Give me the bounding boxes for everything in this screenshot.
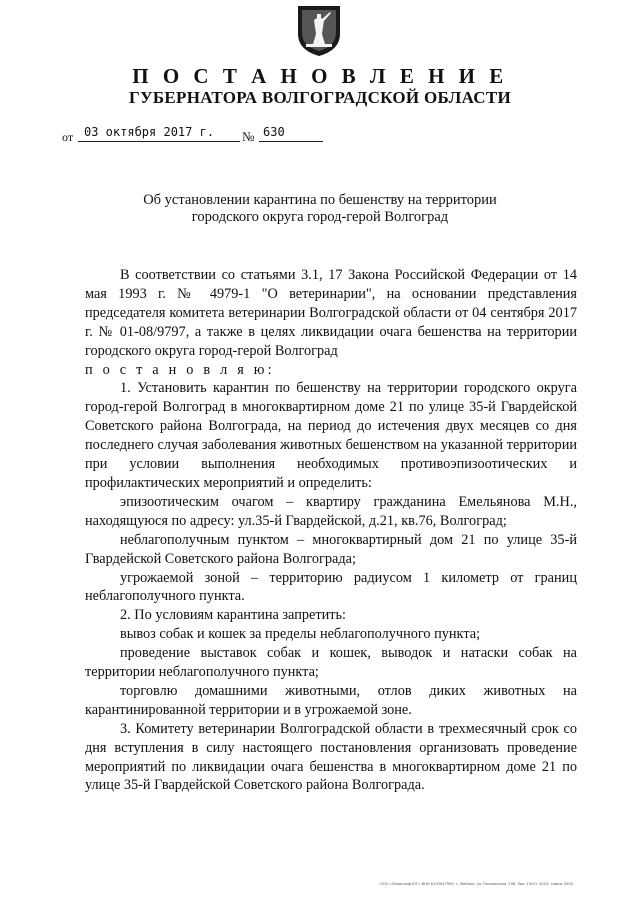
paragraph-1: 1. Установить карантин по бешенству на территории городского округа город-герой Волгоград в многоквартирном доме 21 по улице 35-й Гвардейской Советского района Волгограда, на период до истечения двух месяцев со дня последнего случая заболевания животных бешенством на указанной территории при условии выполнения необходимых противоэпизоотических и профилактических мероприятий и определить:: [85, 380, 577, 491]
document-title: П О С Т А Н О В Л Е Н И Е: [132, 64, 508, 88]
decree-word: п о с т а н о в л я ю:: [85, 361, 275, 378]
paragraph-1-epizootic-focus: эпизоотическим очагом – квартиру гражданина Емельянова М.Н., находящуюся по адресу: ул.35-й Гвардейской, д.21, кв.76, Волгоград;: [85, 493, 577, 529]
paragraph-2-trade-ban: торговлю домашними животными, отлов диких животных на карантинированной территории и в угрожаемой зоне.: [85, 682, 577, 718]
number-sign: №: [242, 129, 255, 144]
date-prefix: от: [62, 130, 74, 144]
paragraph-2: 2. По условиям карантина запретить:: [120, 607, 346, 624]
document-date: 03 октября 2017 г.: [78, 125, 240, 142]
subject-line-1: Об установлении карантина по бешенству на территории: [143, 192, 497, 208]
paragraph-2-export-ban: вывоз собак и кошек за пределы неблагополучного пункта;: [120, 626, 481, 643]
printer-imprint: ООО «Полиграф-ЮГ» ИНН 6105047999, г. Майкоп, ул. Пионерская, 298. Зак. 19»С» 2015, тираж 5000: [380, 882, 573, 886]
document-issuer: ГУБЕРНАТОРА ВОЛГОГРАДСКОЙ ОБЛАСТИ: [128, 88, 512, 107]
paragraph-2-exhibition-ban: проведение выставок собак и кошек, выводок и натаски собак на территории неблагополучного пункта;: [85, 645, 577, 681]
coat-of-arms-emblem: [296, 4, 342, 58]
document-body: [85, 266, 577, 795]
paragraph-1-threatened-zone: угрожаемой зоной – территорию радиусом 1 километр от границ неблагополучного пункта.: [85, 569, 577, 605]
subject-line-2: городского округа город-герой Волгоград: [191, 209, 449, 225]
paragraph-1-unsafe-point: неблагополучным пунктом – многоквартирный дом 21 по улице 35-й Гвардейской Советского района Волгограда;: [85, 531, 577, 567]
document-subject: [0, 192, 640, 226]
intro-paragraph: В соответствии со статьями 3.1, 17 Закона Российской Федерации от 14 мая 1993 г. № 4979-1 "О ветеринарии", на основании представления председателя комитета ветеринарии Волгоградской области от 04 сентября 2017 г. № 01-08/9797, а также в целях ликвидации очага бешенства на территории городского округа город-герой Волгоград: [85, 267, 577, 359]
document-number: 630: [259, 125, 323, 142]
paragraph-3: 3. Комитету ветеринарии Волгоградской области в трехмесячный срок со дня вступления в силу настоящего постановления организовать проведение мероприятий по ликвидации очага бешенства в многоквартирном доме 21 по улице 35-й Гвардейской Советского района Волгограда.: [85, 720, 577, 794]
